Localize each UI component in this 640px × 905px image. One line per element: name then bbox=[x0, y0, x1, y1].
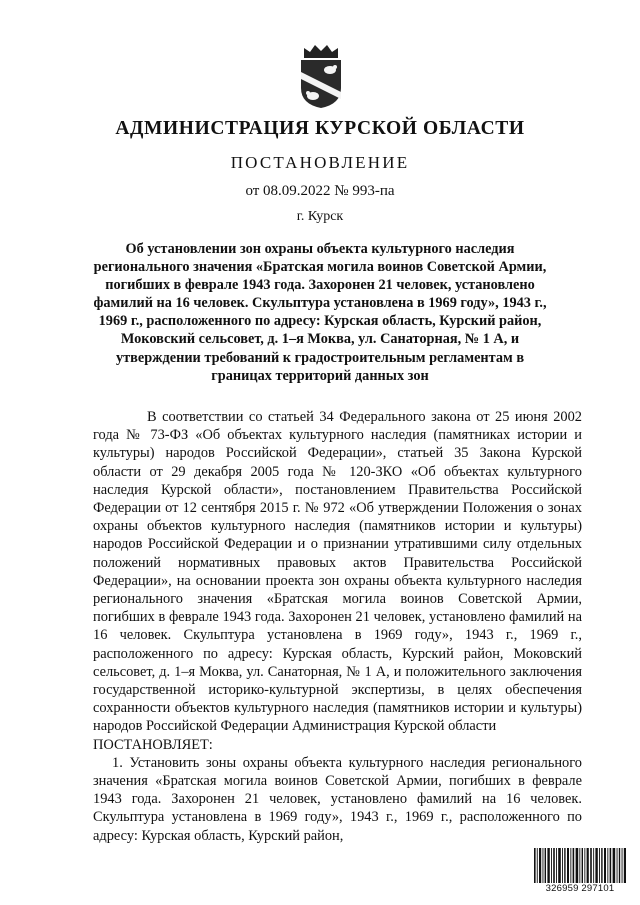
preamble-paragraph: В соответствии со статьей 34 Федерального закона от 25 июня 2002 года № 73-ФЗ «Об объектах культурного наследия (памятниках истории и культуры) народов Российской Федерации», статьей 35 Закона Курской области от 29 декабря 2005 года № 120-ЗКО «Об объектах культурного наследия Курской области», постановлением Правительства Российской Федерации от 12 сентября 2015 г. № 972 «Об утверждении Положения о зонах охраны объектов культурного наследия (памятников истории и культуры) народов Российской Федерации и о признании утратившими силу отдельных положений нормативных правовых актов Правительства Российской Федерации», на основании проекта зон охраны объекта культурного наследия регионального значения «Братская могила воинов Советской Армии, погибших в феврале 1943 года. Захоронен 21 человек, установлено фамилий на 16 человек. Скульптура установлена в 1969 году», 1943 г., 1969 г., расположенного по адресу: Курская область, Курский район, Моковский сельсовет, д. 1–я Моква, ул. Санаторная, № 1 А, и положительного заключения государственной историко-культурной экспертизы, в целях обеспечения сохранности объектов культурного наследия (памятников истории и культуры) народов Российской Федерации Администрация Курской области bbox=[93, 409, 582, 735]
kursk-coat-of-arms-icon bbox=[296, 42, 346, 110]
resolves-heading: ПОСТАНОВЛЯЕТ: bbox=[93, 736, 213, 753]
document-city: г. Курск bbox=[296, 209, 344, 224]
document-type: ПОСТАНОВЛЕНИЕ bbox=[230, 153, 410, 172]
document-subject: Об установлении зон охраны объекта культурного наследия регионального значения «Братская могила воинов Советской Армии, погибших в феврале 1943 года. Захоронен 21 человек, установлено фамилий на 16 человек. Скульптура установлена в 1969 году», 1943 г., 1969 г., расположенного по адресу: Курская область, Курский район, Моковский сельсовет, д. 1–я Моква, ул. Санаторная, № 1 А, и утверждении требований к градостроительным регламентам в границах территорий данных зон bbox=[93, 241, 547, 384]
document-date-number: от 08.09.2022 № 993-па bbox=[245, 183, 395, 199]
organization-title: АДМИНИСТРАЦИЯ КУРСКОЙ ОБЛАСТИ bbox=[115, 118, 525, 139]
document-body bbox=[93, 408, 582, 845]
item-1-paragraph: 1. Установить зоны охраны объекта культурного наследия регионального значения «Братская могила воинов Советской Армии, погибших в феврале 1943 года. Захоронен 21 человек, установлено фамилий на 16 человек. Скульптура установлена в 1969 году», 1943 г., 1969 г., расположенного по адресу: Курская область, Курский район, bbox=[93, 754, 582, 844]
barcode-number: 326959 297101 bbox=[533, 883, 627, 895]
